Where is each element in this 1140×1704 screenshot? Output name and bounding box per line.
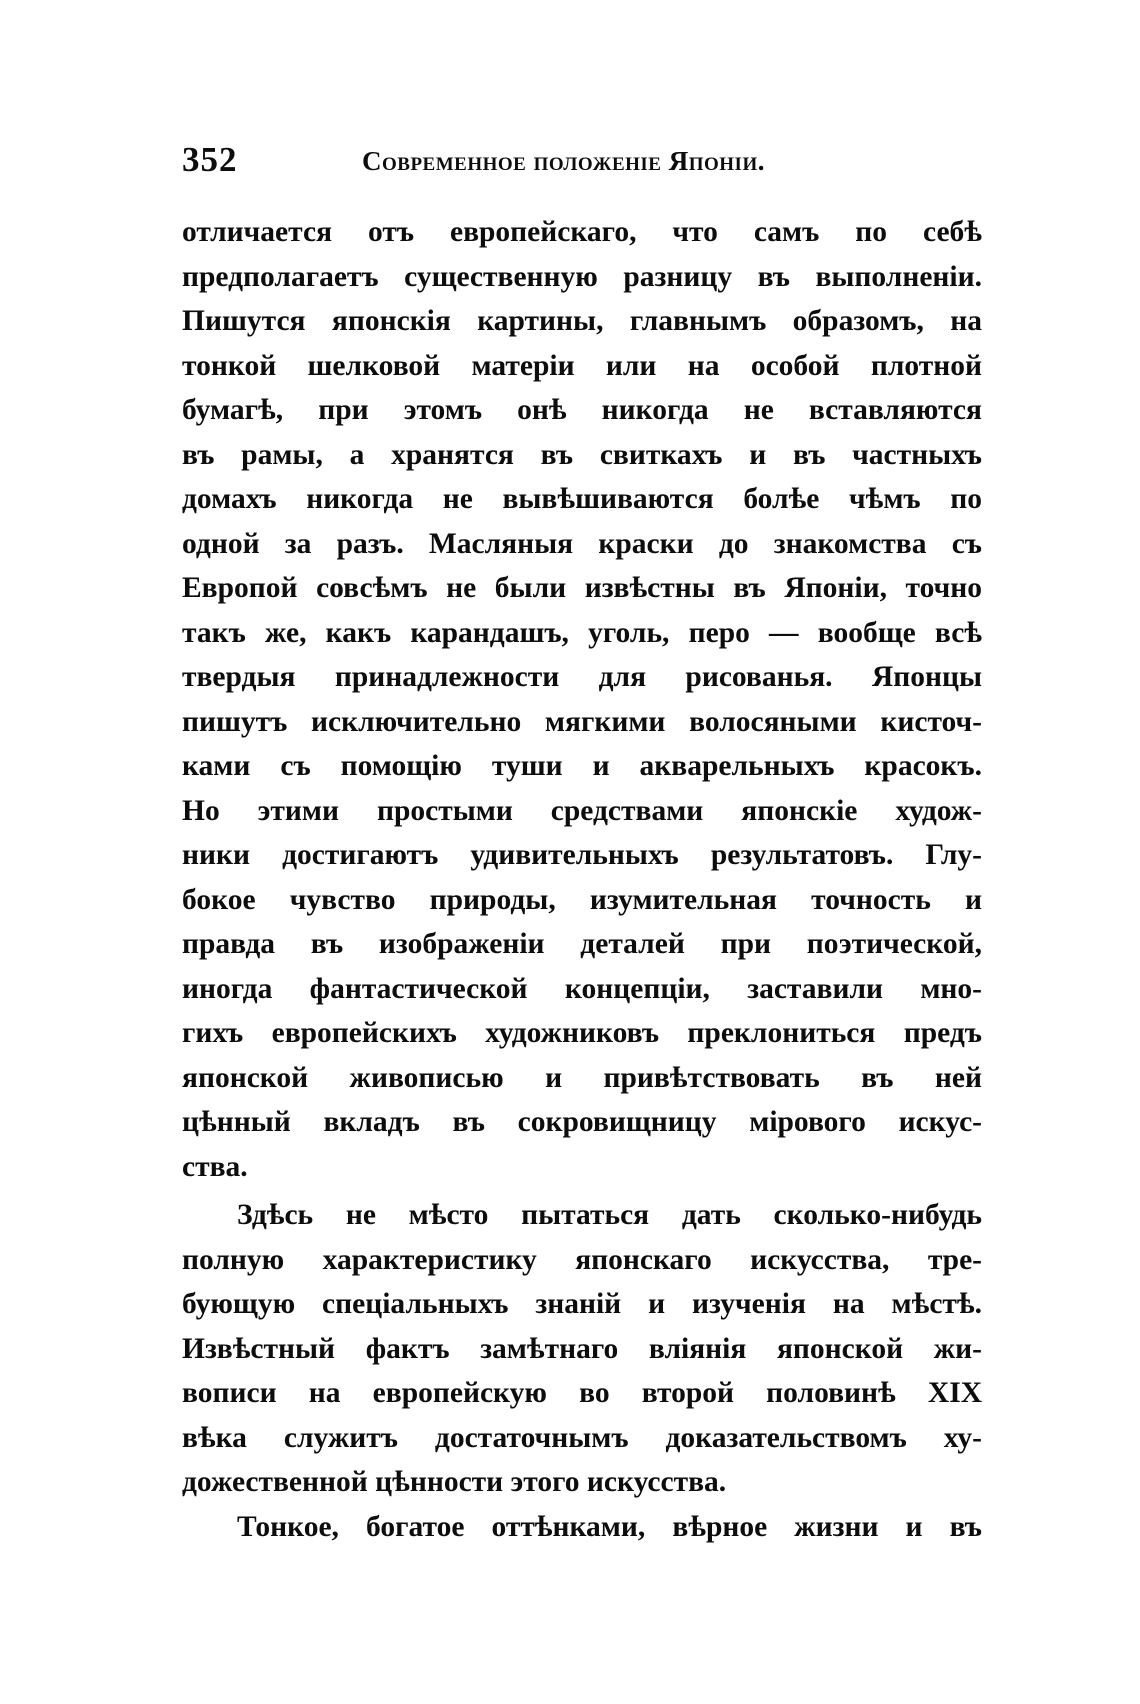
text-line: бующую спецiальныхъ знанiй и изученiя на мѣстѣ.	[182, 1288, 982, 1320]
text-line: бумагѣ, при этомъ онѣ никогда не вставляются	[182, 394, 982, 426]
paragraph-start-line: Тонкое, богатое оттѣнками, вѣрное жизни и въ	[237, 1510, 982, 1543]
paragraph-end-line: ства.	[182, 1150, 248, 1183]
text-line: предполагаетъ существенную разницу въ выполненiи.	[182, 260, 982, 293]
text-line: одной за разъ. Масляныя краски до знакомства съ	[182, 527, 982, 560]
text-line: ники достигаютъ удивительныхъ результатовъ. Глу-	[182, 839, 982, 871]
text-line: Европой совсѣмъ не были извѣстны въ Японiи, точно	[182, 572, 982, 604]
page-number: 352	[182, 140, 238, 179]
text-line: иногда фантастической концепцiи, заставили мно-	[182, 972, 982, 1005]
text-line: полную характеристику японскаго искусства, тре-	[182, 1243, 982, 1276]
text-line: Пишутся японскiя картины, главнымъ образомъ, на	[182, 305, 982, 337]
text-line: отличается отъ европейскаго, что самъ по себѣ	[182, 216, 982, 248]
text-line: ками съ помощiю туши и акварельныхъ красокъ.	[182, 750, 982, 782]
text-line: пишутъ исключительно мягкими волосяными кисточ-	[182, 705, 982, 738]
text-line: тонкой шелковой матерiи или на особой плотной	[182, 349, 982, 382]
text-line: вѣка служитъ достаточнымъ доказательствомъ ху-	[182, 1421, 982, 1454]
running-title: Современное положенiе Японiи.	[362, 146, 765, 176]
text-line: японской живописью и привѣтствовать въ ней	[182, 1061, 982, 1094]
text-line: вописи на европейскую во второй половинѣ XIX	[182, 1377, 982, 1409]
text-line: такъ же, какъ карандашъ, уголь, перо — вообще всѣ	[182, 616, 982, 649]
text-line: въ рамы, а хранятся въ свиткахъ и въ частныхъ	[182, 438, 982, 471]
paragraph-end-line: дожественной цѣнности этого искусства.	[182, 1466, 727, 1498]
text-line: Но этими простыми средствами японскiе худож-	[182, 794, 982, 827]
text-line: правда въ изображенiи деталей при поэтической,	[182, 928, 982, 960]
page-header	[182, 140, 982, 190]
text-line: цѣнный вкладъ въ сокровищницу мiрового искус-	[182, 1106, 982, 1138]
text-line: гихъ европейскихъ художниковъ преклониться предъ	[182, 1017, 982, 1049]
text-line: бокое чувство природы, изумительная точность и	[182, 883, 982, 916]
text-line: домахъ никогда не вывѣшиваются болѣе чѣмъ по	[182, 483, 982, 515]
page-body	[182, 210, 982, 1549]
paragraph-start-line: Здѣсь не мѣсто пытаться дать сколько-нибудь	[237, 1199, 982, 1231]
text-line: твердыя принадлежности для рисованья. Японцы	[182, 661, 982, 693]
text-line: Извѣстный фактъ замѣтнаго влiянiя японской жи-	[182, 1332, 982, 1365]
